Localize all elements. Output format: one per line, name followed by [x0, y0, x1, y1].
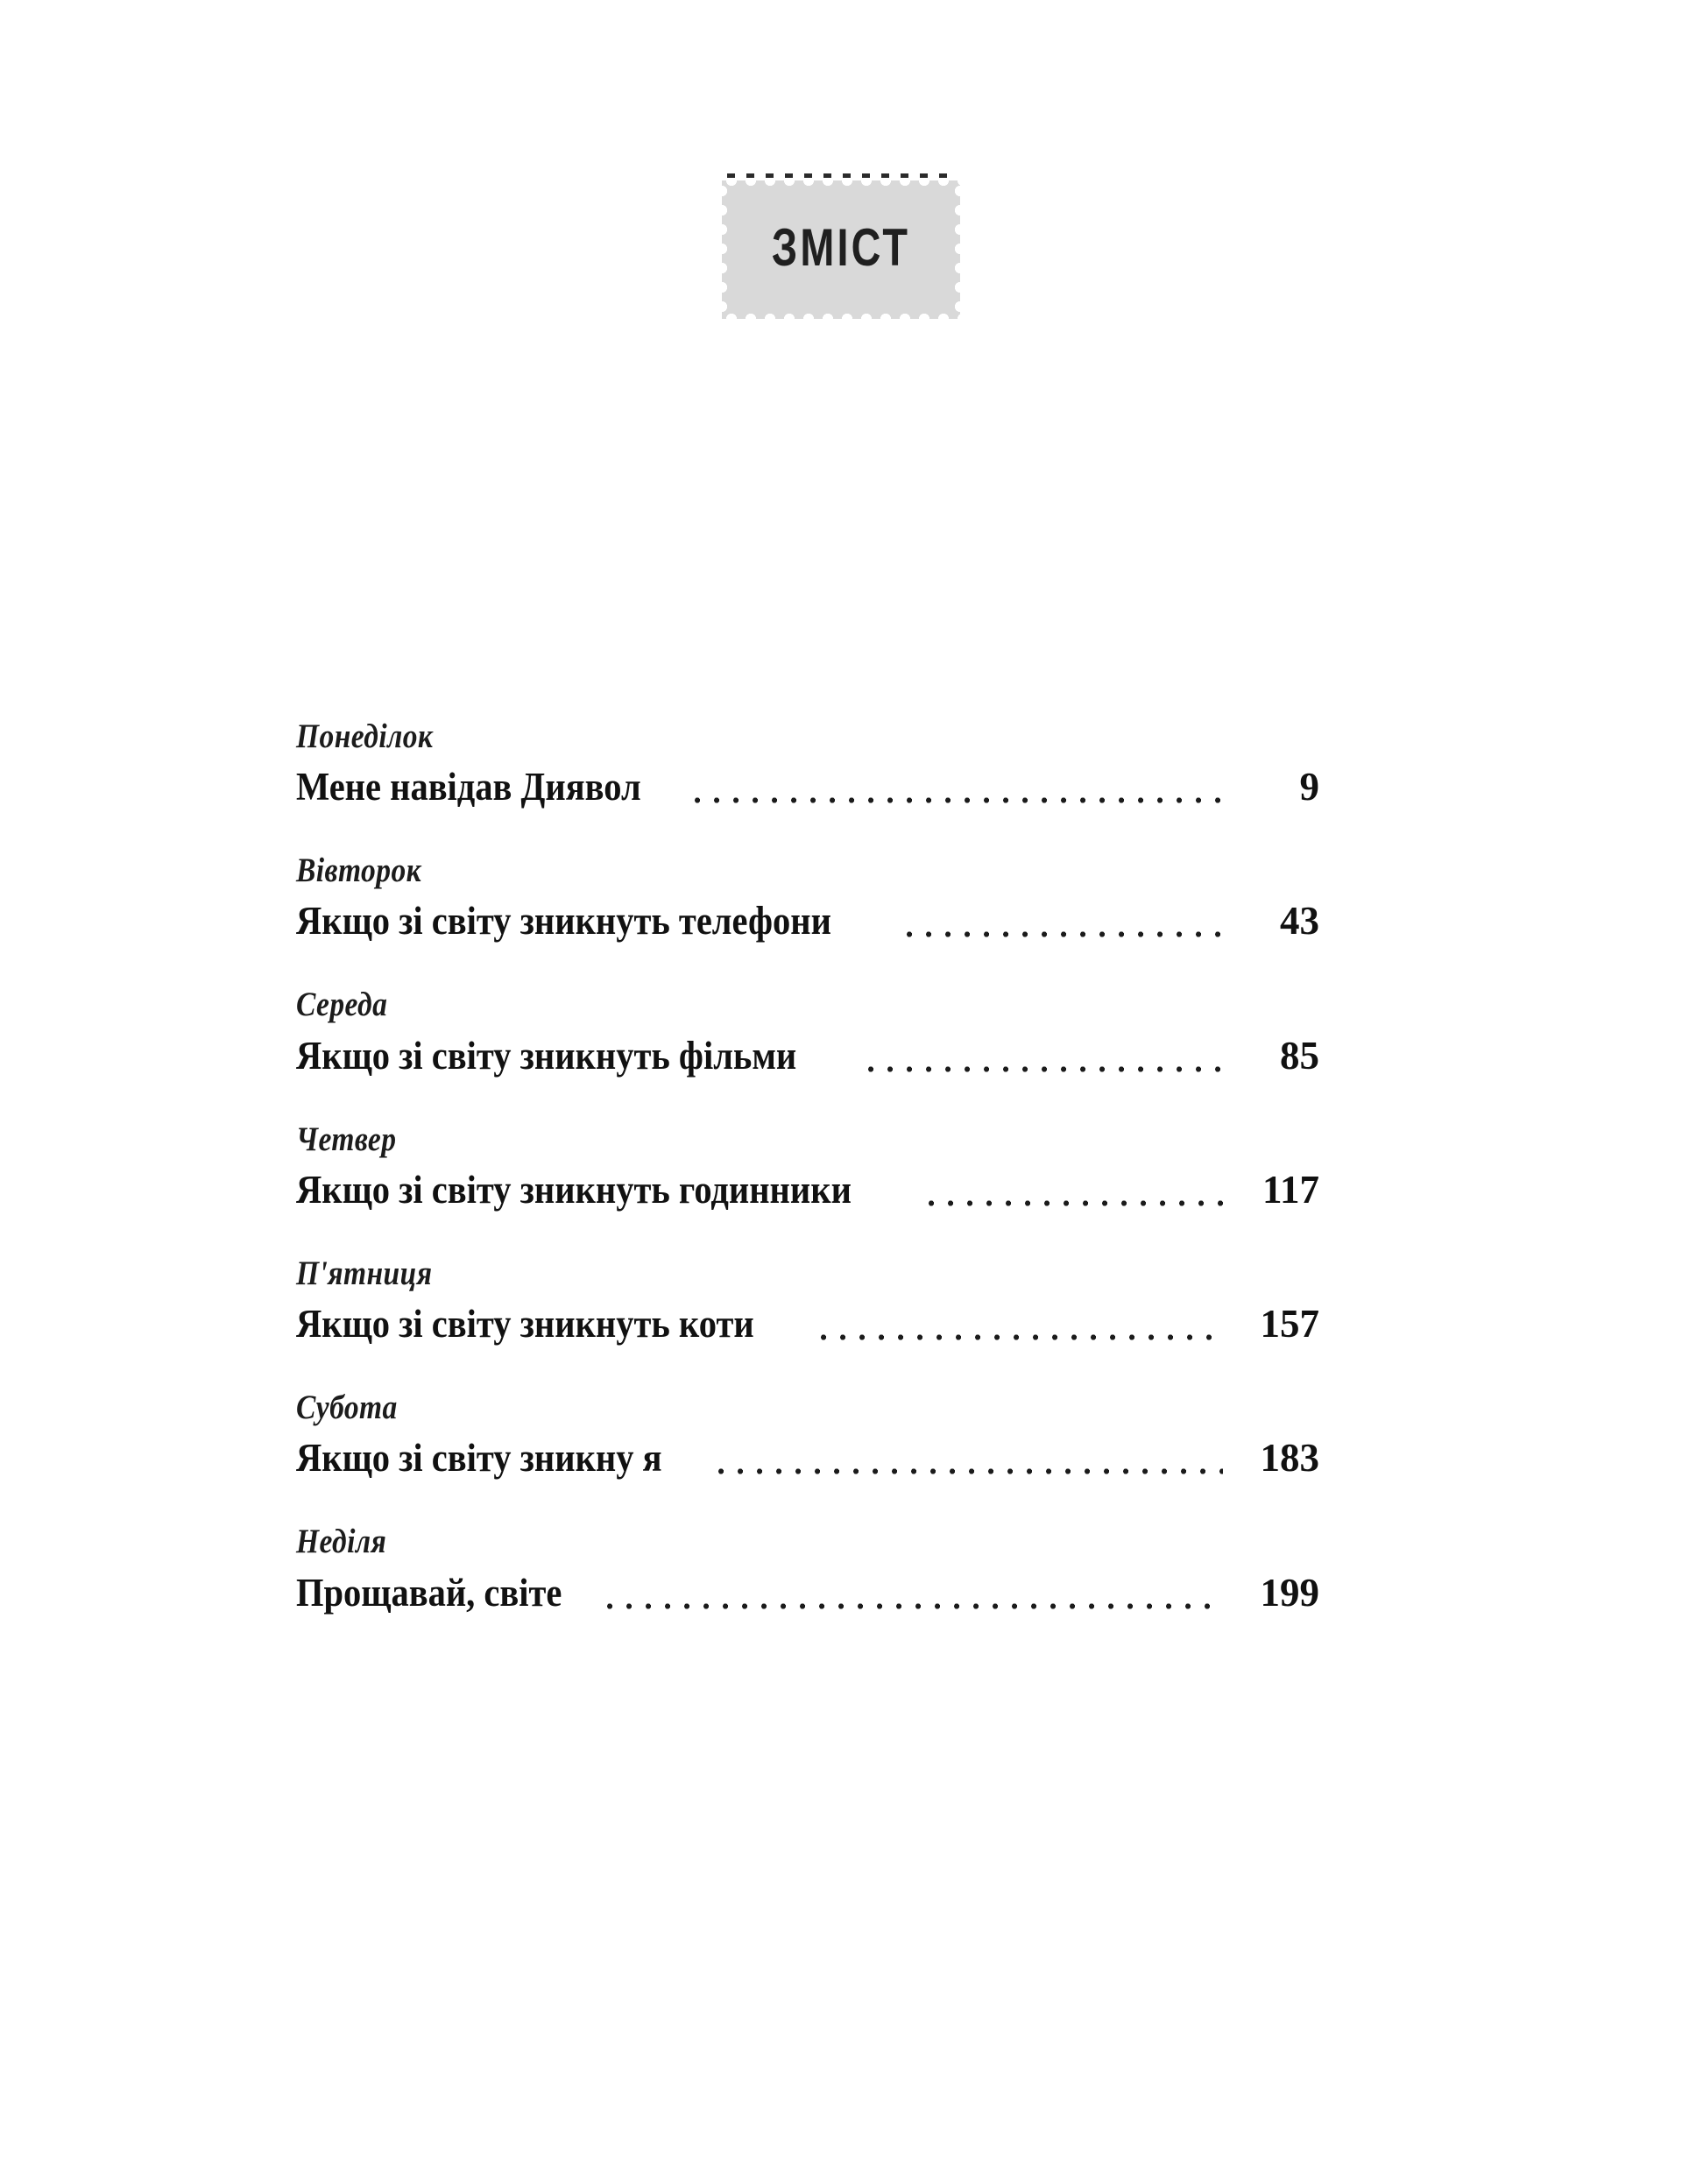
- toc-page-number: 183: [1260, 1436, 1319, 1481]
- toc-entry-line: [296, 897, 1319, 944]
- toc-dot-leader: [695, 797, 1223, 803]
- toc-page-number: 9: [1299, 765, 1319, 809]
- toc-entry-line: [296, 1569, 1319, 1616]
- page-title: ЗМІСТ: [771, 218, 911, 277]
- toc-chapter-title: Якщо зі світу зникнуть годинники: [296, 1167, 852, 1212]
- toc-entry[interactable]: [296, 1120, 1319, 1213]
- toc-day-label: Четвер: [296, 1120, 397, 1158]
- toc-entry-line: [296, 1300, 1319, 1347]
- toc-chapter-title: Якщо зі світу зникнуть телефони: [296, 899, 831, 944]
- toc-day-label: Неділя: [296, 1523, 387, 1561]
- toc-entry[interactable]: [296, 1388, 1319, 1481]
- toc-day-label: П'ятниця: [296, 1254, 433, 1292]
- toc-page-number: 43: [1280, 899, 1319, 944]
- toc-entry[interactable]: [296, 1522, 1319, 1615]
- toc-dot-leader: [607, 1603, 1223, 1609]
- stamp-badge: [722, 172, 960, 322]
- toc-entry[interactable]: [296, 717, 1319, 810]
- toc-page-number: 85: [1280, 1033, 1319, 1078]
- toc-chapter-title: Мене навідав Диявол: [296, 765, 641, 809]
- contents-header: [0, 172, 1682, 322]
- toc-day-label: Середа: [296, 986, 388, 1024]
- toc-day-label: Субота: [296, 1389, 398, 1427]
- toc-day-label: Вівторок: [296, 852, 422, 890]
- toc-entry[interactable]: [296, 985, 1319, 1078]
- toc-chapter-title: Якщо зі світу зникнуть коти: [296, 1302, 754, 1346]
- toc-chapter-title: Якщо зі світу зникну я: [296, 1436, 662, 1481]
- toc-entry-line: [296, 1434, 1319, 1481]
- toc-entry[interactable]: [296, 851, 1319, 944]
- toc-dot-leader: [907, 931, 1223, 937]
- toc-dot-leader: [929, 1200, 1223, 1206]
- toc-dot-leader: [821, 1334, 1223, 1340]
- toc-dot-leader: [868, 1066, 1223, 1072]
- toc-entry-line: [296, 1032, 1319, 1079]
- toc-entry-line: [296, 763, 1319, 810]
- table-of-contents: [296, 717, 1319, 1616]
- toc-page-number: 157: [1260, 1302, 1319, 1346]
- toc-entry-line: [296, 1166, 1319, 1213]
- toc-entry[interactable]: [296, 1254, 1319, 1347]
- stamp-perforation-icon: [727, 172, 957, 179]
- toc-day-label: Понеділок: [296, 717, 434, 755]
- toc-chapter-title: Прощавай, світе: [296, 1570, 562, 1615]
- toc-chapter-title: Якщо зі світу зникнуть фільми: [296, 1033, 797, 1078]
- toc-page-number: 199: [1260, 1570, 1319, 1615]
- toc-page-number: 117: [1262, 1167, 1319, 1212]
- toc-dot-leader: [718, 1468, 1223, 1474]
